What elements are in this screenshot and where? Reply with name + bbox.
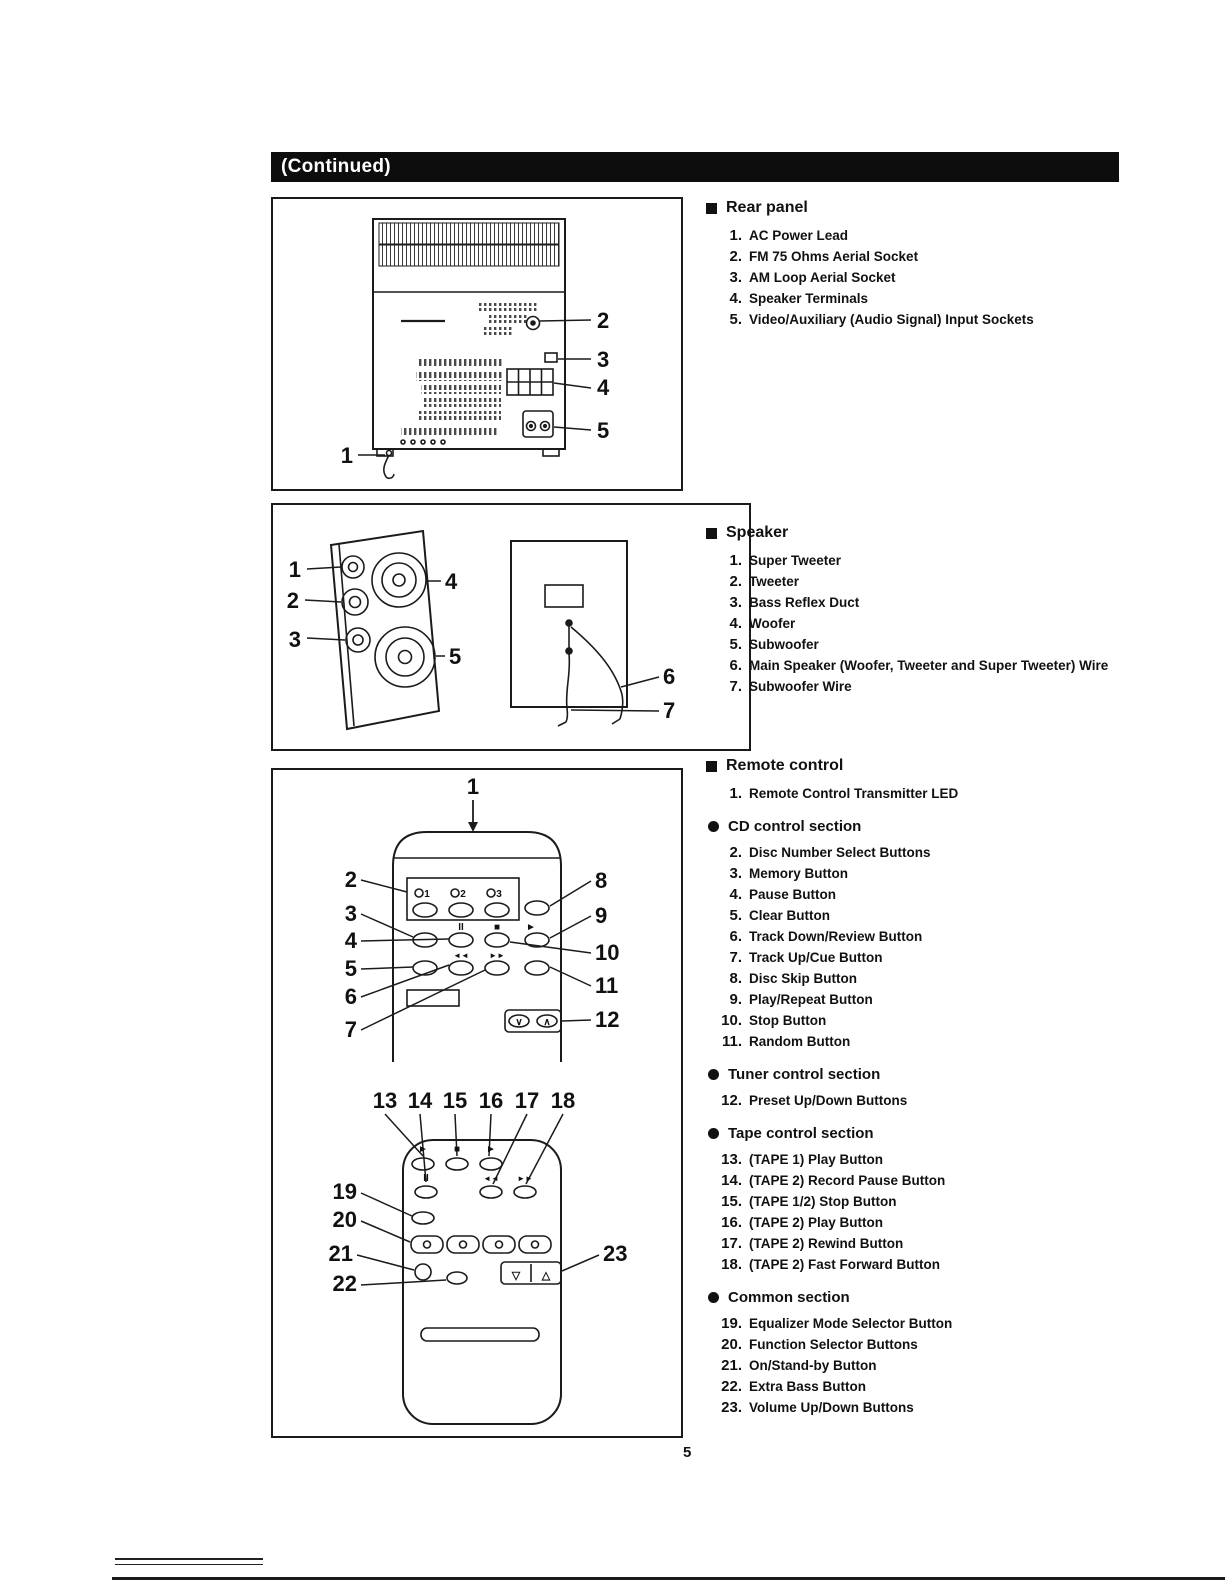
item-text: Track Down/Review Button [749,929,923,944]
item-text: Random Button [749,1034,851,1049]
callout-number: 21 [328,1241,353,1266]
item-text: Subwoofer Wire [749,679,852,694]
callout-number: 3 [597,347,610,372]
item-number: 5. [729,636,742,653]
list-item [706,572,1136,592]
disc-3-label: 3 [496,889,502,900]
item-text: Track Up/Cue Button [749,950,883,965]
item-text: Disc Number Select Buttons [749,845,931,860]
item-text: Memory Button [749,866,848,881]
item-text: Play/Repeat Button [749,992,873,1007]
item-number: 1. [729,785,742,802]
callout-number: 16 [478,1088,504,1113]
circle-bullet-icon [708,821,719,832]
item-number: 3. [729,269,742,286]
callout-number: 1 [288,557,301,582]
item-number: 6. [729,657,742,674]
page-number: 5 [683,1444,692,1461]
remote-diagram-box [271,768,683,1438]
item-number: 22. [721,1378,742,1395]
callout-number: 5 [344,956,357,981]
list-item [706,948,1136,968]
callout-number: 4 [344,928,357,953]
disc-1-label: 1 [424,889,430,900]
list-item [706,1032,1136,1052]
remote-control-diagram [273,770,681,1436]
callout-number: 12 [595,1007,620,1032]
tape2-play-icon: ► [486,1144,496,1155]
item-text: Super Tweeter [749,553,842,568]
callout-number: 6 [344,984,357,1009]
callout-number: 1 [340,443,353,468]
callout-number: 3 [288,627,301,652]
square-bullet-icon [706,761,717,772]
circle-bullet-icon [708,1128,719,1139]
item-text: Tweeter [749,574,800,589]
remote-upper-body [393,832,561,1062]
item-number: 5. [729,311,742,328]
item-number: 1. [729,552,742,569]
item-number: 14. [721,1172,742,1189]
list-item [706,656,1136,676]
stop-icon: ■ [493,922,501,933]
callout-number: 5 [597,418,610,443]
subwoofer-cabinet [511,541,627,726]
speaker-section [706,524,1136,698]
item-number: 18. [721,1256,742,1273]
item-number: 23. [721,1399,742,1416]
tuner-control-heading [708,1066,1136,1083]
tape-stop-icon: ■ [453,1144,461,1155]
cd-control-heading [708,818,1136,835]
scan-artifact-line [112,1577,1225,1580]
item-text: Volume Up/Down Buttons [749,1400,914,1415]
callout-number: 8 [595,868,608,893]
list-item [706,247,1136,267]
item-text: Disc Skip Button [749,971,858,986]
item-text: Subwoofer [749,637,819,652]
item-number: 10. [721,1012,742,1029]
item-number: 2. [729,844,742,861]
item-text: On/Stand-by Button [749,1358,877,1373]
item-number: 4. [729,615,742,632]
item-number: 2. [729,573,742,590]
callout-number: 18 [550,1088,576,1113]
callout-number: 20 [332,1207,357,1232]
fast-forward-icon: ►► [517,1174,533,1183]
item-number: 19. [721,1315,742,1332]
list-item [706,784,1136,804]
remote-title: Remote control [726,757,844,774]
item-number: 2. [729,248,742,265]
item-number: 3. [729,865,742,882]
list-item [706,864,1136,884]
tuner-control-title: Tuner control section [728,1066,881,1083]
item-text: AM Loop Aerial Socket [749,270,896,285]
list-item [706,969,1136,989]
rear-panel-title: Rear panel [726,199,808,216]
circle-bullet-icon [708,1069,719,1080]
item-number: 7. [729,949,742,966]
main-speaker-cabinet [331,531,439,729]
square-bullet-icon [706,203,717,214]
preset-down-icon: ∨ [515,1017,523,1028]
speaker-diagram [273,505,749,749]
callout-number: 10 [595,940,620,965]
item-number: 4. [729,290,742,307]
item-number: 12. [721,1092,742,1109]
callout-lines [361,880,591,1030]
item-text: (TAPE 2) Record Pause Button [749,1173,946,1188]
item-number: 6. [729,928,742,945]
callout-number: 13 [372,1088,398,1113]
list-item [706,927,1136,947]
common-section-heading [708,1289,1136,1306]
item-text: Woofer [749,616,796,631]
rear-panel-diagram-box [271,197,683,491]
play-icon: ► [526,922,536,933]
list-item [706,885,1136,905]
item-text: Extra Bass Button [749,1379,867,1394]
preset-up-icon: ∧ [543,1017,551,1028]
down-arrow-icon [468,800,478,832]
callout-number: 17 [514,1088,540,1113]
cd-control-title: CD control section [728,818,862,835]
item-text: Pause Button [749,887,837,902]
square-bullet-icon [706,528,717,539]
item-text: Main Speaker (Woofer, Tweeter and Super Tweeter) Wire [749,658,1109,673]
list-item [706,1213,1136,1233]
track-up-icon: ►► [489,951,505,960]
callout-number: 9 [595,903,608,928]
item-text: Bass Reflex Duct [749,595,860,610]
callout-number: 5 [449,644,462,669]
item-text: FM 75 Ohms Aerial Socket [749,249,919,264]
item-text: Remote Control Transmitter LED [749,786,959,801]
item-text: AC Power Lead [749,228,849,243]
item-number: 1. [729,227,742,244]
list-item [706,1171,1136,1191]
speaker-terminals [507,369,553,395]
item-text: (TAPE 1/2) Stop Button [749,1194,897,1209]
item-text: Clear Button [749,908,830,923]
pause-icon: II [458,922,464,933]
rear-panel-diagram [273,199,681,489]
item-text: (TAPE 1) Play Button [749,1152,884,1167]
list-item [706,906,1136,926]
item-text: (TAPE 2) Play Button [749,1215,884,1230]
item-number: 7. [729,678,742,695]
remote-control-section [706,757,1136,1419]
list-item [706,990,1136,1010]
item-number: 17. [721,1235,742,1252]
tape1-play-icon: ► [418,1144,428,1155]
list-item [706,1150,1136,1170]
callout-number: 6 [663,664,676,689]
item-text: (TAPE 2) Fast Forward Button [749,1257,940,1272]
track-down-icon: ◄◄ [453,951,469,960]
circle-bullet-icon [708,1292,719,1303]
item-number: 21. [721,1357,742,1374]
callout-number: 15 [442,1088,468,1113]
callout-number: 2 [597,308,610,333]
list-item [706,1398,1136,1418]
callout-number: 2 [286,588,299,613]
speaker-title: Speaker [726,524,789,541]
volume-up-icon: △ [541,1270,551,1282]
disc-2-label: 2 [460,889,466,900]
list-item [706,1335,1136,1355]
item-text: Equalizer Mode Selector Button [749,1316,953,1331]
item-text: Video/Auxiliary (Audio Signal) Input Sockets [749,312,1034,327]
item-number: 16. [721,1214,742,1231]
list-item [706,1192,1136,1212]
tape-control-title: Tape control section [728,1125,874,1142]
list-item [706,843,1136,863]
callout-number: 4 [445,569,458,594]
item-number: 8. [729,970,742,987]
callout-number: 19 [332,1179,357,1204]
item-number: 15. [721,1193,742,1210]
item-text: Function Selector Buttons [749,1337,918,1352]
list-item [706,1356,1136,1376]
remote-heading [706,757,1136,775]
list-item [706,551,1136,571]
continued-label: (Continued) [281,156,391,177]
list-item [706,310,1136,330]
speaker-diagram-box [271,503,751,751]
callout-number: 11 [595,973,619,998]
list-item [706,1314,1136,1334]
tape-control-heading [708,1125,1136,1142]
continued-header-bar [271,152,1119,182]
list-item [706,614,1136,634]
callout-number: 4 [597,375,610,400]
callout-number: 7 [663,698,676,723]
list-item [706,289,1136,309]
item-number: 5. [729,907,742,924]
item-text: Speaker Terminals [749,291,869,306]
list-item [706,1234,1136,1254]
list-item [706,677,1136,697]
list-item [706,635,1136,655]
scan-artifact-line [115,1558,263,1565]
list-item [706,1011,1136,1031]
record-pause-icon: II [423,1173,429,1184]
item-number: 4. [729,886,742,903]
item-text: (TAPE 2) Rewind Button [749,1236,904,1251]
list-item [706,1255,1136,1275]
callout-number: 1 [466,774,480,799]
item-number: 9. [729,991,742,1008]
callout-number: 7 [344,1017,357,1042]
list-item [706,226,1136,246]
item-text: Stop Button [749,1013,827,1028]
volume-down-icon: ▽ [511,1270,521,1282]
av-input-sockets [523,411,553,437]
list-item [706,268,1136,288]
item-number: 3. [729,594,742,611]
am-aerial-socket [545,353,557,362]
callout-number: 23 [603,1241,628,1266]
common-section-title: Common section [728,1289,850,1306]
callout-number: 2 [344,867,357,892]
item-number: 13. [721,1151,742,1168]
rewind-icon: ◄◄ [483,1174,499,1183]
list-item [706,593,1136,613]
rear-panel-heading [706,199,1136,217]
list-item [706,1091,1136,1111]
callout-number: 14 [407,1088,433,1113]
item-text: Preset Up/Down Buttons [749,1093,908,1108]
callout-number: 3 [344,901,357,926]
item-number: 20. [721,1336,742,1353]
list-item [706,1377,1136,1397]
callout-number: 22 [332,1271,357,1296]
speaker-heading [706,524,1136,542]
rear-panel-section [706,199,1136,331]
item-number: 11. [721,1033,742,1050]
